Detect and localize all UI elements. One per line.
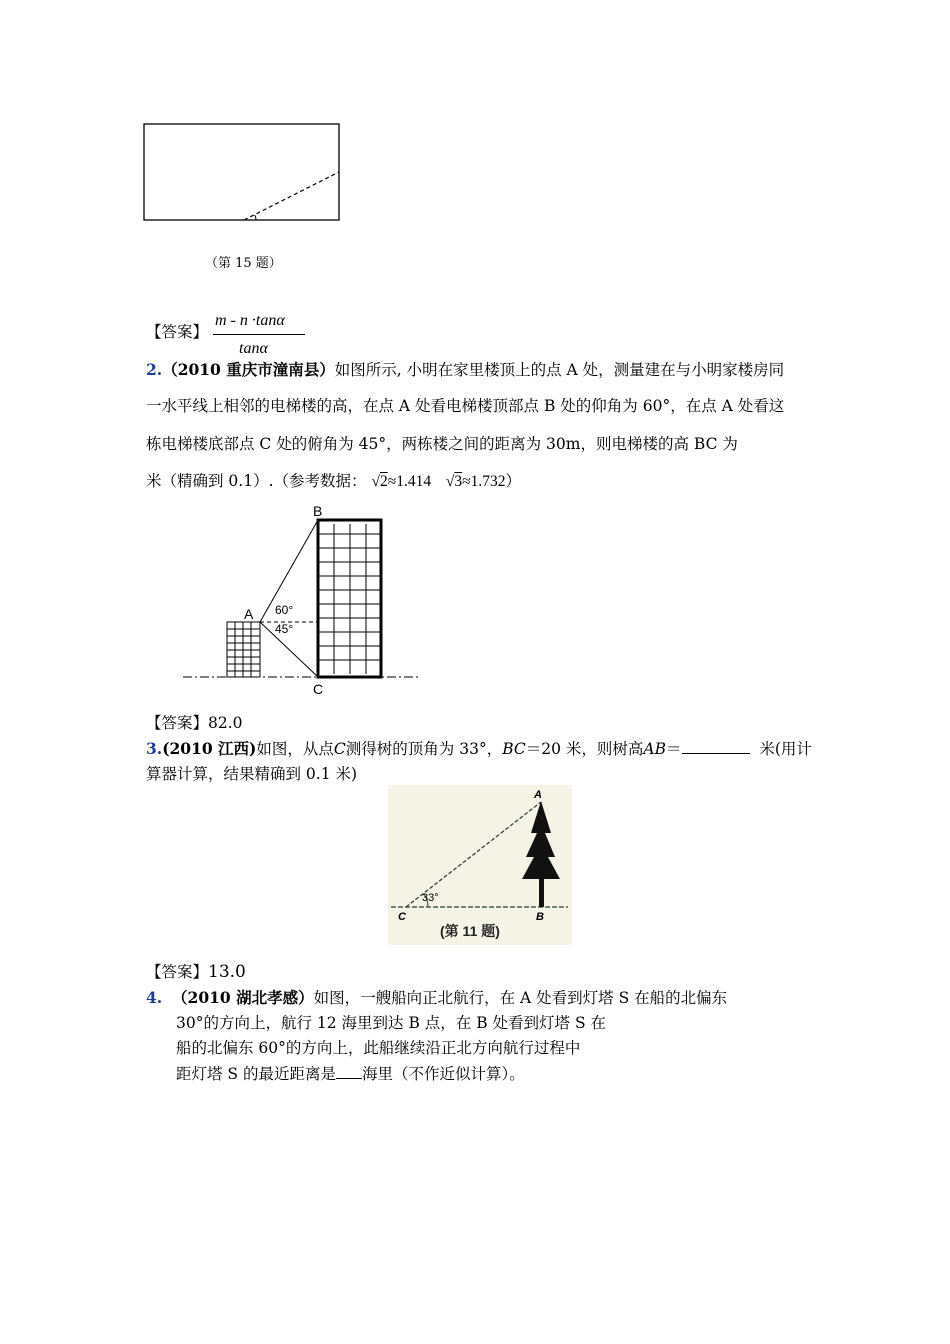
question-4-text-1: 如图，一艘船向正北航行，在 A 处看到灯塔 S 在船的北偏东 <box>313 989 728 1007</box>
segment-ab: AB <box>643 740 666 758</box>
question-4-line-4 <box>176 1066 525 1083</box>
question-2-text-4: 米（精确到 0.1）.（参考数据： <box>146 472 367 490</box>
point-c: C <box>333 740 346 758</box>
sqrt-2-approx: ≈1.414 <box>387 473 432 490</box>
question-2-text-1: 如图所示, 小明在家里楼顶上的点 A 处，测量建在与小明家楼房同 <box>334 361 785 379</box>
question-4-number: 4. <box>146 988 163 1007</box>
angle-33-label: 33° <box>422 892 439 904</box>
sqrt-2-expression: √2 <box>371 473 388 490</box>
question-2-line-1 <box>146 362 784 379</box>
label-c-3: C <box>398 911 406 923</box>
question-2-text-4-end: ） <box>505 472 522 490</box>
question-2-line-4 <box>146 474 521 490</box>
tall-building <box>318 520 381 677</box>
question-3-figure <box>388 785 572 945</box>
question-2-figure <box>180 502 425 698</box>
sqrt-2-radicand: 2 <box>379 473 388 490</box>
label-a-3: A <box>534 789 542 801</box>
question-4-text-4a: 距灯塔 S 的最近距离是 <box>176 1065 336 1083</box>
figure-15-dashed-line <box>244 172 339 220</box>
answer-1-denominator: tanα <box>239 340 268 357</box>
question-4-source: （2010 湖北孝感） <box>172 988 314 1007</box>
label-b-3: B <box>536 911 544 923</box>
question-2-line-2: 一水平线上相邻的电梯楼的高，在点 A 处看电梯楼顶部点 B 处的仰角为 60°，在点 A 处看这 <box>146 397 785 415</box>
answer-label-1: 【答案】 <box>146 323 209 341</box>
question-3-text-a: 如图，从点 <box>256 740 334 758</box>
label-c: C <box>313 681 324 697</box>
question-3-source: (2010 江西) <box>162 739 257 758</box>
segment-bc: BC <box>502 740 526 758</box>
question-3-number: 3. <box>146 739 163 758</box>
question-2-number: 2. <box>146 360 163 379</box>
figure-15-diagram <box>140 120 345 226</box>
answer-1-fraction-bar <box>213 334 305 335</box>
question-3-text-c: ＝20 米，则树高 <box>525 740 644 758</box>
figure-15-angle-arc <box>255 215 256 220</box>
question-3-text-e: 米(用计 <box>759 740 812 758</box>
question-2-source: （2010 重庆市潼南县） <box>162 360 335 379</box>
question-3-text-d: ＝ <box>666 740 682 758</box>
question-3-text-b: 测得树的顶角为 33°， <box>345 740 503 758</box>
small-building <box>227 622 260 677</box>
question-2-line-3: 栋电梯楼底部点 C 处的俯角为 45°，两栋楼之间的距离为 30m，则电梯楼的高 BC 为 <box>146 435 738 453</box>
answer-2-value: 82.0 <box>208 714 243 732</box>
question-4-text-4b: 海里（不作近似计算）。 <box>361 1065 525 1083</box>
figure-11-caption: (第 11 题) <box>440 923 500 939</box>
sqrt-3-radicand: 3 <box>454 473 463 490</box>
question-4-line-1 <box>146 990 727 1007</box>
label-b: B <box>313 503 323 519</box>
question-4-answer-blank <box>336 1066 362 1079</box>
question-4-line-3: 船的北偏东 60°的方向上，此船继续沿正北方向航行过程中 <box>176 1039 581 1057</box>
answer-1-numerator: m - n ·tanα <box>215 312 285 329</box>
question-4-line-2: 30°的方向上，航行 12 海里到达 B 点，在 B 处看到灯塔 S 在 <box>176 1014 607 1032</box>
sqrt-3-expression: √3 <box>445 473 463 490</box>
angle-45-label: 45° <box>275 622 294 636</box>
label-a: A <box>244 606 254 622</box>
figure-15-caption: （第 15 题） <box>205 256 282 271</box>
question-3-answer-blank <box>682 741 750 754</box>
answer-label-3: 【答案】 <box>146 963 209 981</box>
question-3-line-2: 算器计算，结果精确到 0.1 米) <box>146 765 358 783</box>
answer-3 <box>146 964 246 981</box>
sqrt-3-approx: ≈1.732 <box>462 473 506 490</box>
angle-60-label: 60° <box>275 603 294 617</box>
answer-2 <box>146 716 243 732</box>
figure-15-rectangle <box>144 124 339 220</box>
question-3-line-1 <box>146 741 812 758</box>
tree-trunk <box>539 877 544 907</box>
answer-label-2: 【答案】 <box>146 714 209 732</box>
answer-3-value: 13.0 <box>208 962 246 982</box>
